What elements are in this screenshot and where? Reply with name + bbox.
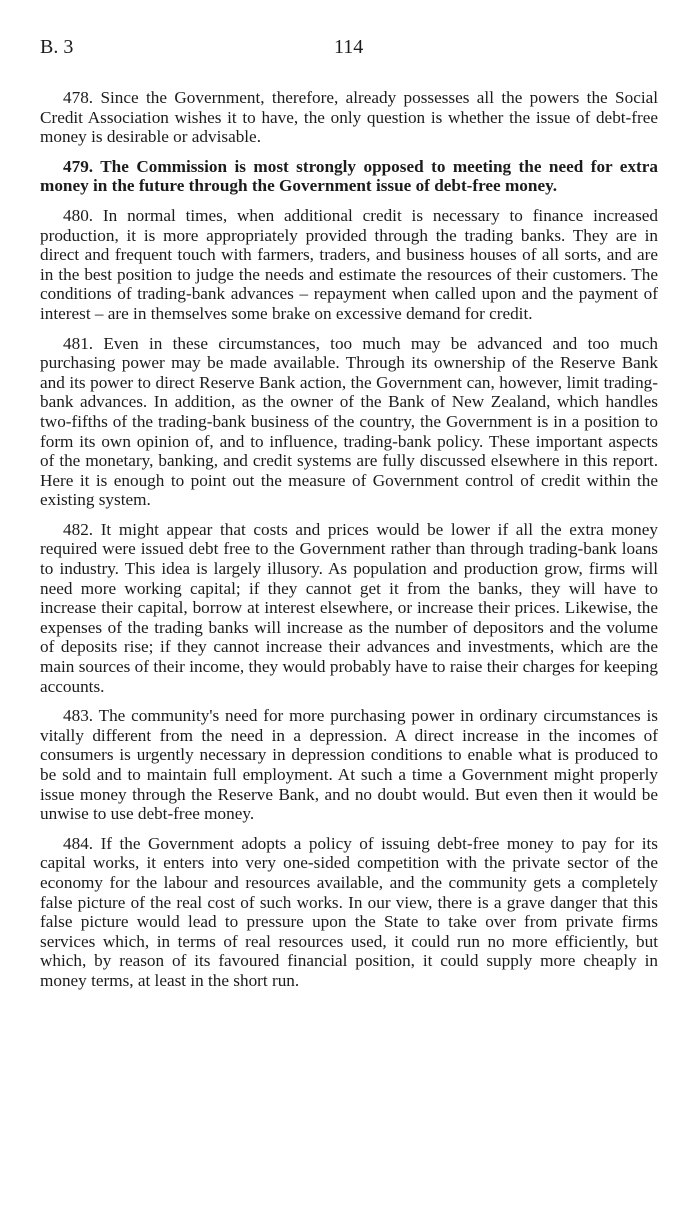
paragraph-482 <box>40 520 658 696</box>
document-page <box>40 36 658 1001</box>
paragraph-478 <box>40 88 658 147</box>
paragraph-text: Since the Government, therefore, already possesses all the powers the Social Credit Association wishes it to have, the only question is whether the issue of debt-free money is desirable or advisable. <box>40 88 659 147</box>
paragraph-text: The Commission is most strongly opposed to meeting the need for extra money in the future through the Government issue of debt-free money. <box>40 156 658 196</box>
paragraph-text: The community's need for more purchasing power in ordinary circumstances is vitally different from the need in a depression. A direct increase in the incomes of consumers is urgently necessary in depression conditions to enable what is produced to be sold and to maintain full employment. At such a time a Government might properly issue money through the Reserve Bank, and no doubt would. But even then it would be unwise to use debt-free money. <box>40 706 658 824</box>
paragraph-number: 482. <box>63 519 94 539</box>
paragraph-number: 480. <box>63 205 94 225</box>
page-number: 114 <box>334 36 364 58</box>
paragraph-479 <box>40 157 658 196</box>
paragraph-480 <box>40 206 658 324</box>
paragraph-text: In normal times, when additional credit is necessary to finance increased production, it is more appropriately provided through the trading banks. They are in direct and frequent touch with farmers, traders, and business houses of all sorts, and are in the best position to judge the needs and estimate the resources of their customers. The conditions of trading-bank advances – repayment when called upon and the payment of interest – are in themselves some brake on excessive demand for credit. <box>40 205 658 323</box>
paragraph-text: It might appear that costs and prices would be lower if all the extra money required were issued debt free to the Government rather than through trading-bank loans to industry. This idea is largely illusory. As population and production grow, firms will need more working capital; if they cannot get it from the banks, they will have to increase their capital, borrow at interest elsewhere, or increase their prices. Likewise, the expenses of the trading banks will increase as the number of depositors and the volume of deposits rise; if they cannot increase their advances and investments, which are the main sources of their income, they would probably have to raise their charges for keeping accounts. <box>40 519 658 696</box>
paragraph-481 <box>40 334 658 510</box>
paragraph-483 <box>40 706 658 824</box>
paragraph-number: 484. <box>63 833 94 853</box>
paragraph-484 <box>40 834 658 991</box>
paragraph-text: If the Government adopts a policy of issuing debt-free money to pay for its capital works, it enters into very one-sided competition with the private sector of the economy for the labour and resources available, and the community gets a completely false picture of the real cost of such works. In our view, there is a grave danger that this false picture would lead to pressure upon the State to take over from private firms services which, in terms of real resources used, it could run no more efficiently, but which, by reason of its favoured financial position, it could supply more cheaply in money terms, at least in the short run. <box>40 833 658 990</box>
series-reference: B. 3 <box>40 36 74 58</box>
paragraph-number: 478. <box>63 88 94 107</box>
paragraph-number: 481. <box>63 333 94 353</box>
paragraph-number: 483. <box>63 706 94 726</box>
paragraph-text: Even in these circumstances, too much may be advanced and too much purchasing power may be made available. Through its ownership of the Reserve Bank and its power to direct Reserve Bank action, the Government can, however, limit trading-bank advances. In addition, as the owner of the Bank of New Zealand, which handles two-fifths of the trading-bank business of the country, the Government is in a position to form its own opinion of, and to influence, trading-bank policy. These important aspects of the monetary, banking, and credit systems are fully discussed elsewhere in this report. Here it is enough to point out the measure of Government control of credit within the existing system. <box>40 333 659 510</box>
page-header <box>40 36 658 66</box>
paragraph-number: 479. <box>63 156 94 176</box>
